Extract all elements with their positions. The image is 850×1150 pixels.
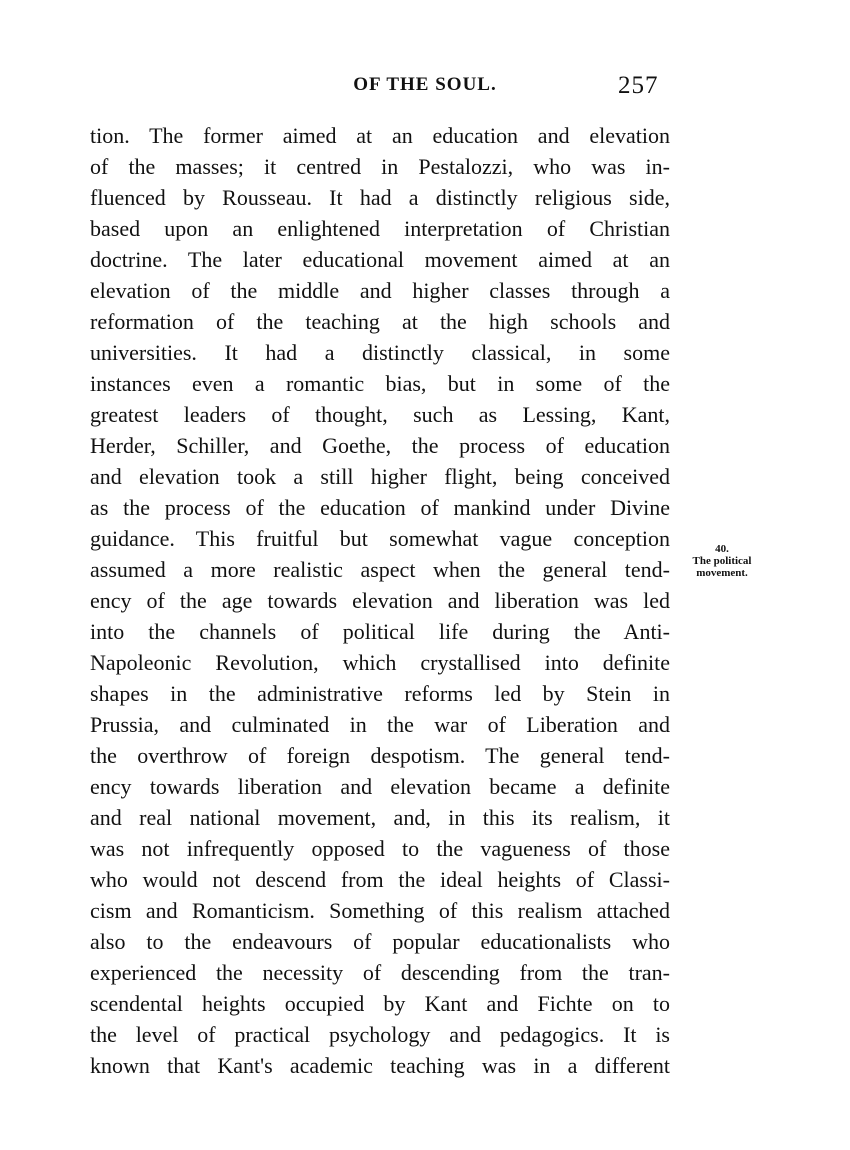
text-line: reformation of the teaching at the high schools and — [90, 309, 670, 334]
text-line: the overthrow of foreign despotism. The general tend- — [90, 743, 670, 768]
text-line: was not infrequently opposed to the vagueness of those — [90, 836, 670, 861]
text-line: assumed a more realistic aspect when the general tend- — [90, 557, 670, 582]
text-line: elevation of the middle and higher classes through a — [90, 278, 670, 303]
text-line: of the masses; it centred in Pestalozzi, who was in- — [90, 154, 670, 179]
text-line: the level of practical psychology and pedagogics. It is — [90, 1022, 670, 1047]
text-line: tion. The former aimed at an education and elevation — [90, 123, 670, 148]
marginal-note-title: movement. — [696, 567, 748, 579]
text-line: ency of the age towards elevation and liberation was led — [90, 588, 670, 613]
marginal-note-number: 40. — [715, 543, 729, 555]
text-line: universities. It had a distinctly classical, in some — [90, 340, 670, 365]
text-line: Napoleonic Revolution, which crystallised into definite — [90, 650, 670, 675]
text-line: based upon an enlightened interpretation of Christian — [90, 216, 670, 241]
text-line: instances even a romantic bias, but in some of the — [90, 371, 670, 396]
body-text — [90, 120, 670, 1081]
text-line: shapes in the administrative reforms led by Stein in — [90, 681, 670, 706]
text-line: as the process of the education of mankind under Divine — [90, 495, 670, 520]
marginal-note-title: The political — [692, 555, 752, 567]
text-line: scendental heights occupied by Kant and Fichte on to — [90, 991, 670, 1016]
text-line: and real national movement, and, in this its realism, it — [90, 805, 670, 830]
page-number: 257 — [618, 72, 659, 99]
text-line: who would not descend from the ideal heights of Classi- — [90, 867, 670, 892]
text-line: cism and Romanticism. Something of this realism attached — [90, 898, 670, 923]
text-line: also to the endeavours of popular educationalists who — [90, 929, 670, 954]
text-line: guidance. This fruitful but somewhat vague conception — [90, 526, 670, 551]
text-line: fluenced by Rousseau. It had a distinctly religious side, — [90, 185, 670, 210]
text-line: into the channels of political life during the Anti- — [90, 619, 670, 644]
text-line: Prussia, and culminated in the war of Liberation and — [90, 712, 670, 737]
running-title: OF THE SOUL. — [353, 74, 497, 95]
text-line: ency towards liberation and elevation became a definite — [90, 774, 670, 799]
text-line: experienced the necessity of descending from the tran- — [90, 960, 670, 985]
text-line: known that Kant's academic teaching was in a different — [90, 1053, 670, 1078]
marginal-note — [676, 543, 768, 579]
text-line: and elevation took a still higher flight, being conceived — [90, 464, 670, 489]
text-line: doctrine. The later educational movement aimed at an — [90, 247, 670, 272]
text-line: Herder, Schiller, and Goethe, the process of education — [90, 433, 670, 458]
text-line: greatest leaders of thought, such as Lessing, Kant, — [90, 402, 670, 427]
